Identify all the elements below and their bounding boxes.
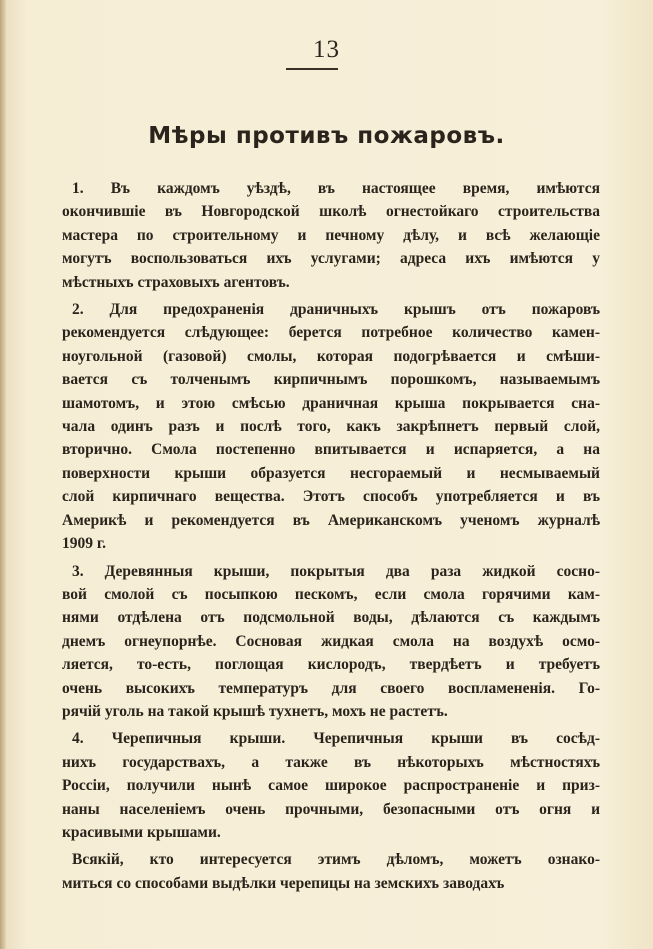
paragraph [62, 560, 600, 724]
text-line: рячій уголь на такой крышѣ тухнетъ, мохъ не растетъ. [62, 702, 448, 720]
body-text [62, 177, 600, 895]
text-line: ляется, то-есть, поглощая кислородъ, твердѣетъ и требуетъ [62, 656, 600, 674]
text-line: 1909 г. [62, 535, 107, 553]
text-line: слой кирпичнаго вещества. Этотъ способъ употребляется и въ [62, 488, 600, 506]
text-line: чала одинъ разъ и послѣ того, какъ закрѣпнетъ первый слой, [62, 418, 600, 436]
text-line: вой смолой съ посыпкою пескомъ, если смола горячими кам- [62, 585, 600, 603]
text-line: наны населеніемъ очень прочными, безопасными отъ огня и [62, 800, 600, 818]
section-title: Мѣры противъ пожаровъ. [148, 123, 505, 149]
text-line: красивыми крышами. [62, 823, 221, 841]
text-line: днемъ огнеупорнѣе. Сосновая жидкая смола на воздухѣ осмо- [62, 632, 600, 650]
text-line: рекомендуется слѣдующее: берется потребное количество камен- [62, 324, 600, 342]
text-line: ноугольной (газовой) смолы, которая подогрѣвается и смѣши- [62, 347, 600, 365]
paragraph [62, 298, 600, 555]
paragraph [62, 727, 600, 844]
text-line: могутъ воспользоваться ихъ услугами; адреса ихъ имѣются у [62, 250, 600, 268]
text-line: нями отдѣлена отъ подсмольной воды, дѣлаются съ каждымъ [62, 609, 600, 627]
text-line: Америкѣ и рекомендуется въ Американскомъ ученомъ журналѣ [62, 511, 600, 529]
text-line: окончившіе въ Новгородской школѣ огнестойкаго строительства [62, 203, 600, 221]
text-line: очень высокихъ температуръ для своего воспламененія. Го- [62, 679, 600, 697]
paragraph [62, 848, 600, 895]
text-line: 3. Деревянныя крыши, покрытыя два раза жидкой сосно- [72, 562, 600, 580]
text-line: поверхности крыши образуется несгораемый и несмываемый [62, 464, 600, 482]
paragraph [62, 177, 600, 294]
page-number-rule [286, 68, 338, 70]
text-line: шамотомъ, и этою смѣсью драничная крыша покрывается сна- [62, 394, 600, 412]
text-line: 1. Въ каждомъ уѣздѣ, въ настоящее время, имѣются [72, 180, 600, 197]
text-line: Россіи, получили нынѣ самое широкое распространеніе и приз- [62, 777, 600, 795]
text-line: вается съ толченымъ кирпичнымъ порошкомъ, называемымъ [62, 371, 600, 389]
text-line: Всякій, кто интересуется этимъ дѣломъ, можетъ ознако- [72, 851, 600, 869]
text-line: 2. Для предохраненія драничныхъ крышъ отъ пожаровъ [72, 301, 600, 319]
text-line: миться со способами выдѣлки черепицы на земскихъ заводахъ [62, 874, 505, 892]
text-line: 4. Черепичныя крыши. Черепичныя крыши въ сосѣд- [72, 730, 600, 748]
text-line: вторично. Смола постепенно впитывается и испаряется, а на [62, 441, 600, 459]
text-line: нихъ государствахъ, а также въ нѣкоторыхъ мѣстностяхъ [62, 753, 600, 771]
text-line: мастера по строительному и печному дѣлу, и всѣ желающіе [62, 226, 600, 244]
page-number: 13 [313, 36, 340, 63]
text-line: мѣстныхъ страховыхъ агентовъ. [62, 273, 290, 291]
